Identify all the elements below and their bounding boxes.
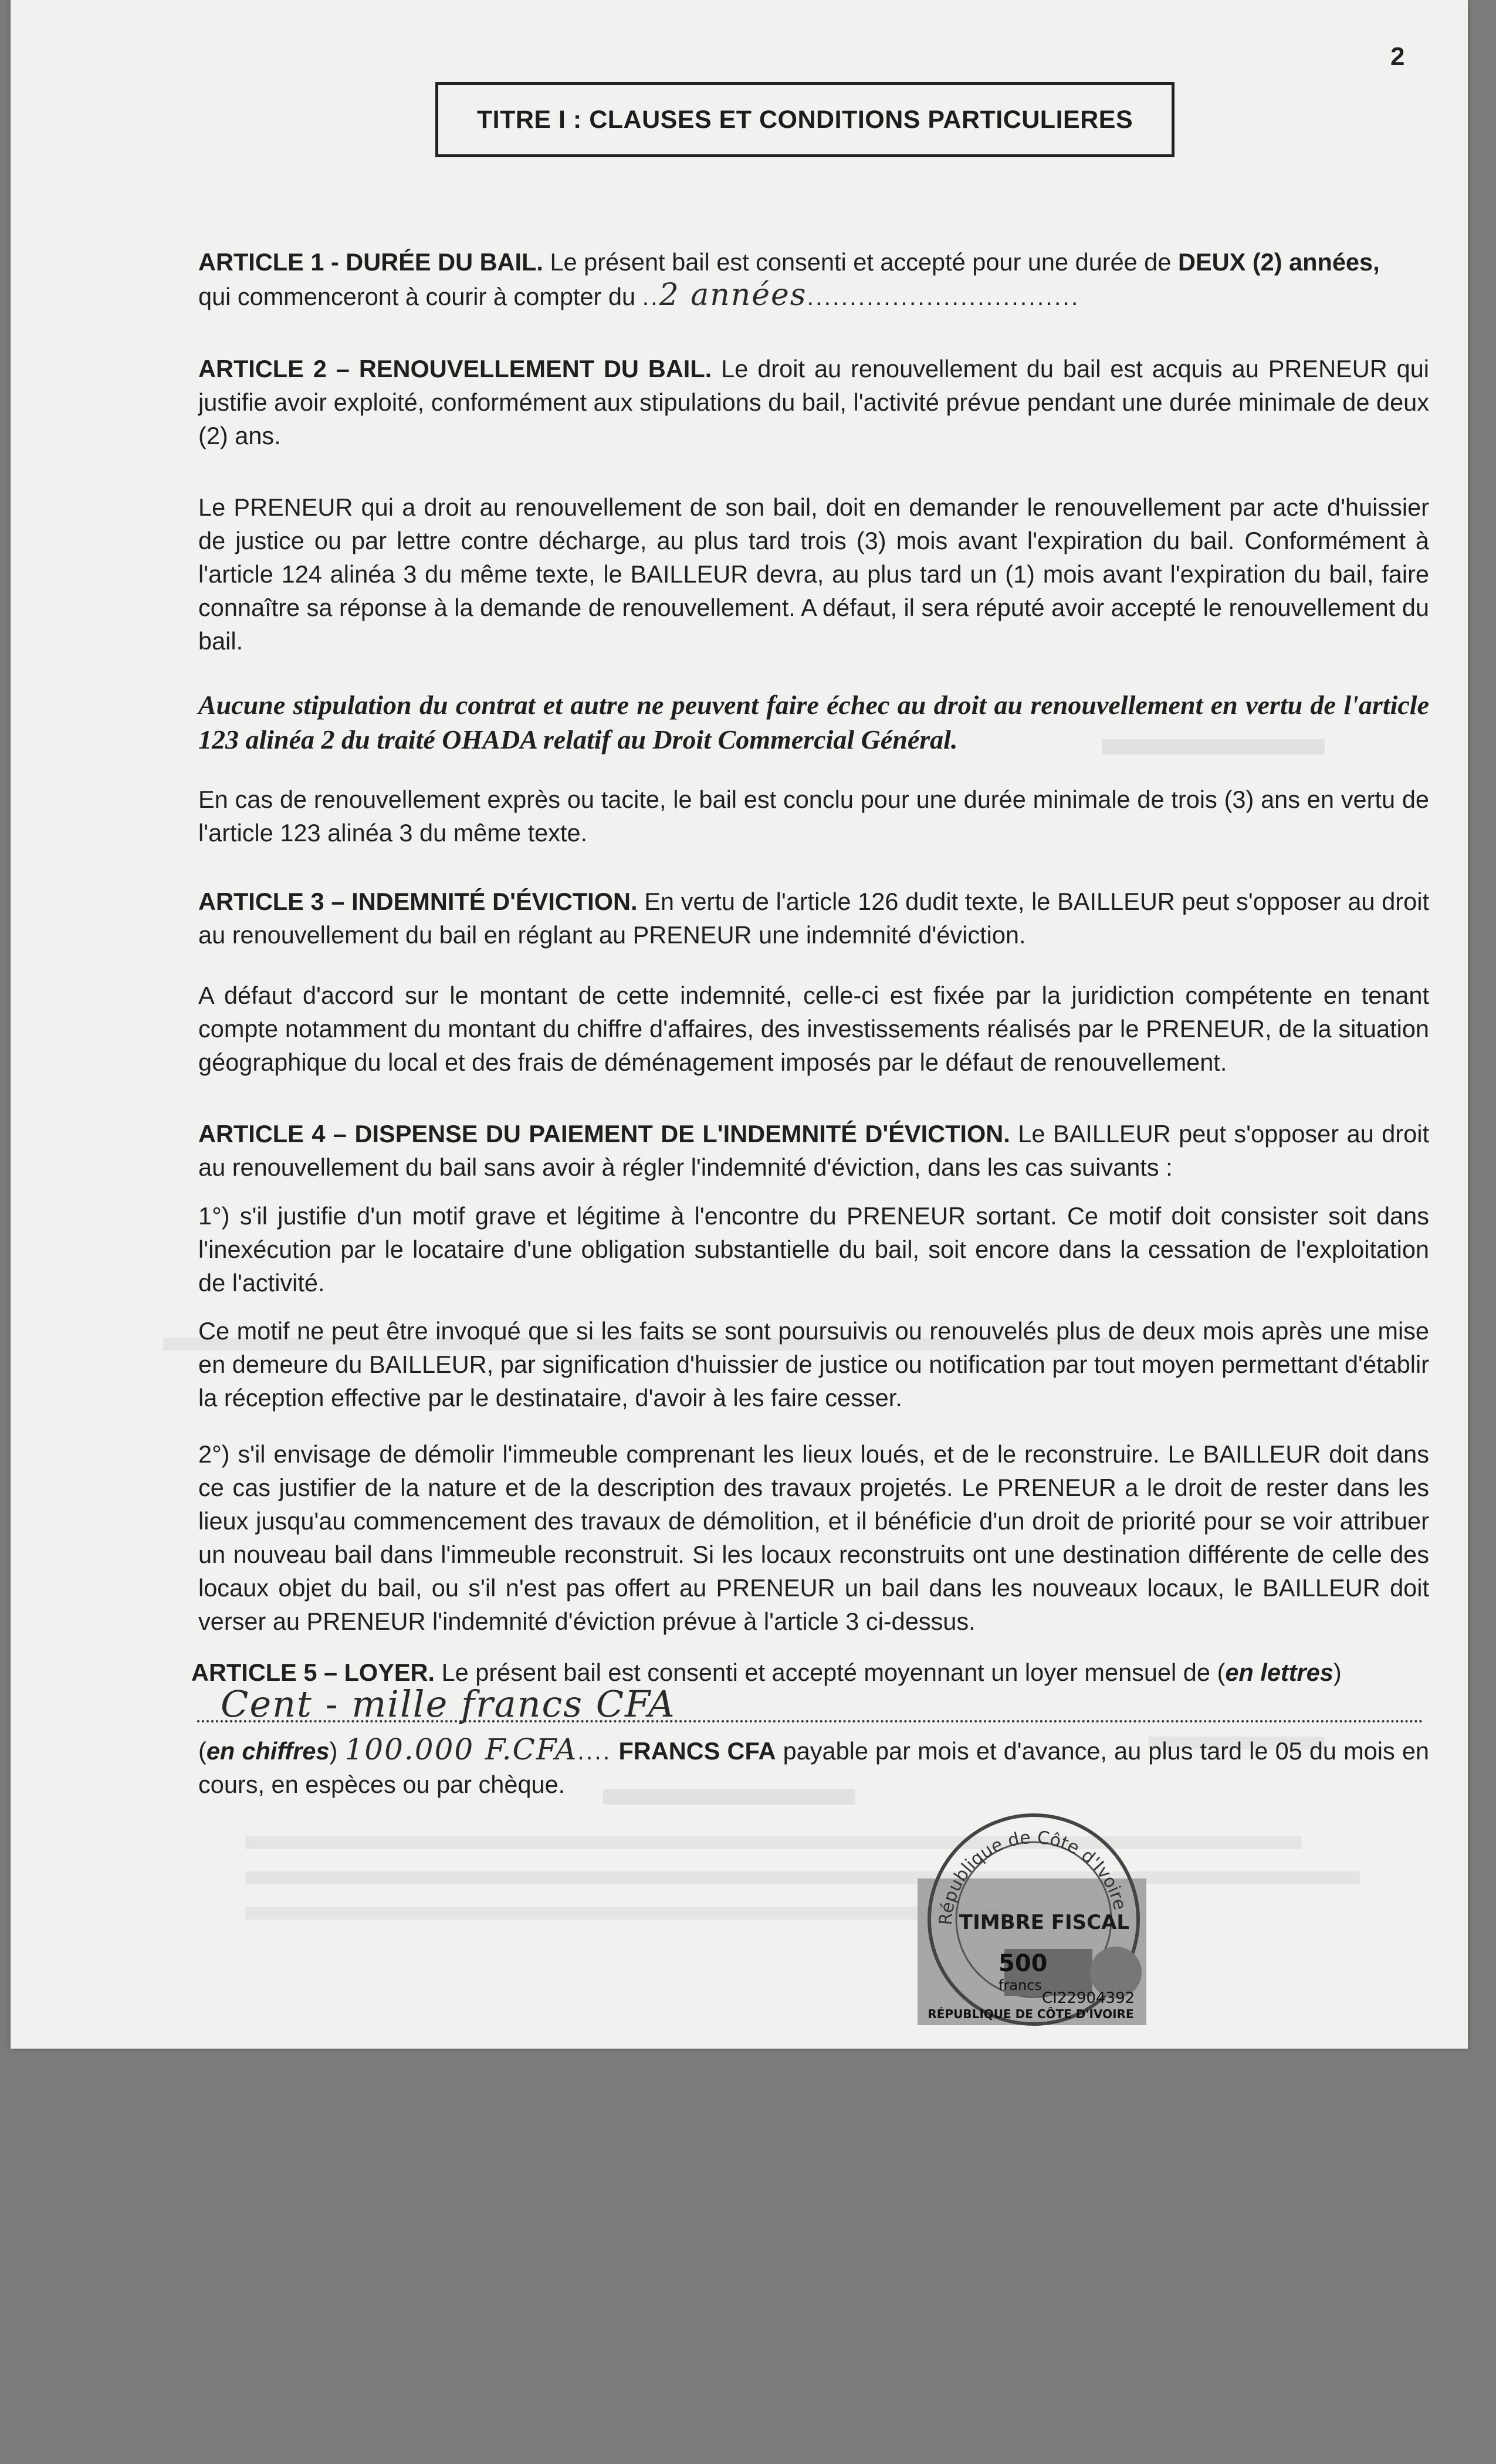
stamp-issuer: RÉPUBLIQUE DE CÔTE D'IVOIRE: [928, 2007, 1134, 2021]
article-3-heading: ARTICLE 3 – INDEMNITÉ D'ÉVICTION: [198, 888, 631, 915]
article-5-handwritten-amount: 100.000 F.CFA: [344, 1732, 578, 1766]
article-4-heading: ARTICLE 4 – DISPENSE DU PAIEMENT DE L'INDEMNITÉ D'ÉVICTION: [198, 1120, 1004, 1148]
article-5: ARTICLE 5 – LOYER. Le présent bail est consenti et accepté moyennant un loyer mensuel de (en lettres): [191, 1659, 1342, 1686]
article-1: ARTICLE 1 - DURÉE DU BAIL. Le présent bail est consenti et accepté pour une durée de DEUX (2) années, qui commenceront à courir à compter du ..2 années................................: [198, 248, 1380, 313]
article-5-en-lettres: en lettres: [1225, 1659, 1333, 1686]
stamp-label: TIMBRE FISCAL: [959, 1911, 1130, 1934]
article-1-duration: DEUX (2) années: [1177, 248, 1373, 276]
tax-stamp: [911, 1791, 1153, 2033]
article-2-paragraph-4: En cas de renouvellement exprès ou tacite, le bail est conclu pour une durée minimale de trois (3) ans en vertu de l'article 123 alinéa 3 du même texte.: [198, 786, 1429, 847]
article-2-paragraph-2: Le PRENEUR qui a droit au renouvellement de son bail, doit en demander le renouvellement par acte d'huissier de justice ou par lettre contre décharge, au plus tard trois (3) mois avant l'expiration du bail. Conformément à l'article 124 alinéa 3 du même texte, le BAILLEUR devra, au plus tard un (1) mois avant l'expiration du bail, faire connaître sa réponse à la demande de renouvellement. A défaut, il sera réputé avoir accepté le renouvellement du bail.: [198, 493, 1429, 655]
article-5-handwritten-words: Cent - mille francs CFA: [221, 1683, 676, 1725]
article-3: ARTICLE 3 – INDEMNITÉ D'ÉVICTION. En vertu de l'article 126 dudit texte, le BAILLEUR peut s'opposer au droit au renouvellement du bail en réglant au PRENEUR une indemnité d'éviction.: [198, 888, 1429, 949]
article-2: ARTICLE 2 – RENOUVELLEMENT DU BAIL. Le droit au renouvellement du bail est acquis au PRENEUR qui justifie avoir exploité, conformément aux stipulations du bail, l'activité prévue pendant une durée minimale de deux (2) ans.: [198, 355, 1429, 449]
article-5-text: Le présent bail est consenti et accepté moyennant un loyer mensuel de (: [441, 1659, 1226, 1686]
section-title: TITRE I : CLAUSES ET CONDITIONS PARTICULIERES: [435, 82, 1175, 157]
article-4-case-2: 2°) s'il envisage de démolir l'immeuble comprenant les lieux loués, et de le reconstruire. Le BAILLEUR doit dans ce cas justifier de la nature et de la description des travaux projetés. Le PRENEUR a le droit de rester dans les lieux jusqu'au commencement des travaux de démolition, et il bénéficie d'un droit de priorité pour se voir attribuer un nouveau bail dans l'immeuble reconstruit. Si les locaux reconstruits ont une destination différente de celle des locaux objet du bail, ou s'il n'est pas offert au PRENEUR un bail dans les nouveaux locaux, le BAILLEUR doit verser au PRENEUR l'indemnité d'éviction prévue à l'article 3 ci-dessus.: [198, 1440, 1429, 1635]
page-number: 2: [1390, 42, 1405, 71]
article-3-p1: En vertu de l'article 126 dudit texte, le BAILLEUR peut s'opposer au droit au renouvellement du bail en réglant au PRENEUR une indemnité d'éviction.: [198, 888, 1429, 949]
article-2-p1: Le droit au renouvellement du bail est acquis au PRENEUR qui justifie avoir exploité, conformément aux stipulations du bail, l'activité prévue pendant une durée minimale de deux (2) ans.: [198, 355, 1429, 449]
article-5-currency: FRANCS CFA: [618, 1737, 776, 1765]
article-1-line2: qui commenceront à courir à compter du: [198, 283, 636, 310]
article-3-paragraph-2: A défaut d'accord sur le montant de cette indemnité, celle-ci est fixée par la juridiction compétente en tenant compte notamment du montant du chiffre d'affaires, des investissements réalisés par le PRENEUR, de la situation géographique du local et des frais de déménagement imposés par le défaut de renouvellement.: [198, 981, 1429, 1076]
article-4: ARTICLE 4 – DISPENSE DU PAIEMENT DE L'INDEMNITÉ D'ÉVICTION. Le BAILLEUR peut s'opposer au droit au renouvellement du bail sans avoir à régler l'indemnité d'éviction, dans les cas suivants :: [198, 1120, 1429, 1181]
article-2-heading: ARTICLE 2 – RENOUVELLEMENT DU BAIL: [198, 355, 705, 383]
stamp-value: 500: [999, 1950, 1048, 1977]
article-5-amount: (en chiffres) 100.000 F.CFA.... FRANCS CFA payable par mois et d'avance, au plus tard le 05 du mois en cours, en espèces ou par chèque.: [198, 1732, 1429, 1798]
article-4-paragraph-3: Ce motif ne peut être invoqué que si les faits se sont poursuivis ou renouvelés plus de deux mois après une mise en demeure du BAILLEUR, par signification d'huissier de justice ou notification par tout moyen permettant d'établir la réception effective par le destinataire, d'avoir à les faire cesser.: [198, 1317, 1429, 1412]
article-5-tail: payable par mois et d'avance, au plus tard le 05 du mois en cours, en espèces ou par chèque.: [198, 1737, 1429, 1798]
article-5-heading: ARTICLE 5 – LOYER: [191, 1659, 428, 1686]
article-4-case-1: 1°) s'il justifie d'un motif grave et légitime à l'encontre du PRENEUR sortant. Ce motif doit consister soit dans l'inexécution par le locataire d'une obligation substantielle du bail, soit encore dans la cessation de l'exploitation de l'activité.: [198, 1202, 1429, 1297]
stamp-ring-text: République de Côte d'Ivoire: [935, 1827, 1131, 1926]
stamp-serial: CI22904392: [1042, 1989, 1135, 2007]
article-4-p1: Le BAILLEUR peut s'opposer au droit au renouvellement du bail sans avoir à régler l'indemnité d'éviction, dans les cas suivants :: [198, 1120, 1429, 1181]
article-5-words-line: [197, 1683, 1423, 1725]
document-page: [11, 0, 1468, 2049]
document-content: [11, 0, 1468, 2049]
article-1-text: Le présent bail est consenti et accepté pour une durée de: [550, 248, 1172, 276]
stamp-unit: francs: [999, 1977, 1042, 1993]
article-1-heading: ARTICLE 1 - DURÉE DU BAIL.: [198, 248, 543, 276]
article-5-en-chiffres: en chiffres: [206, 1737, 330, 1765]
tax-stamp-graphic: [911, 1791, 1153, 2033]
article-2-ohada-clause: Aucune stipulation du contrat et autre ne peuvent faire échec au droit au renouvellement en vertu de l'article 123 alinéa 2 du traité OHADA relatif au Droit Commercial Général.: [198, 690, 1429, 754]
article-1-handwritten-start: 2 années: [659, 277, 807, 313]
